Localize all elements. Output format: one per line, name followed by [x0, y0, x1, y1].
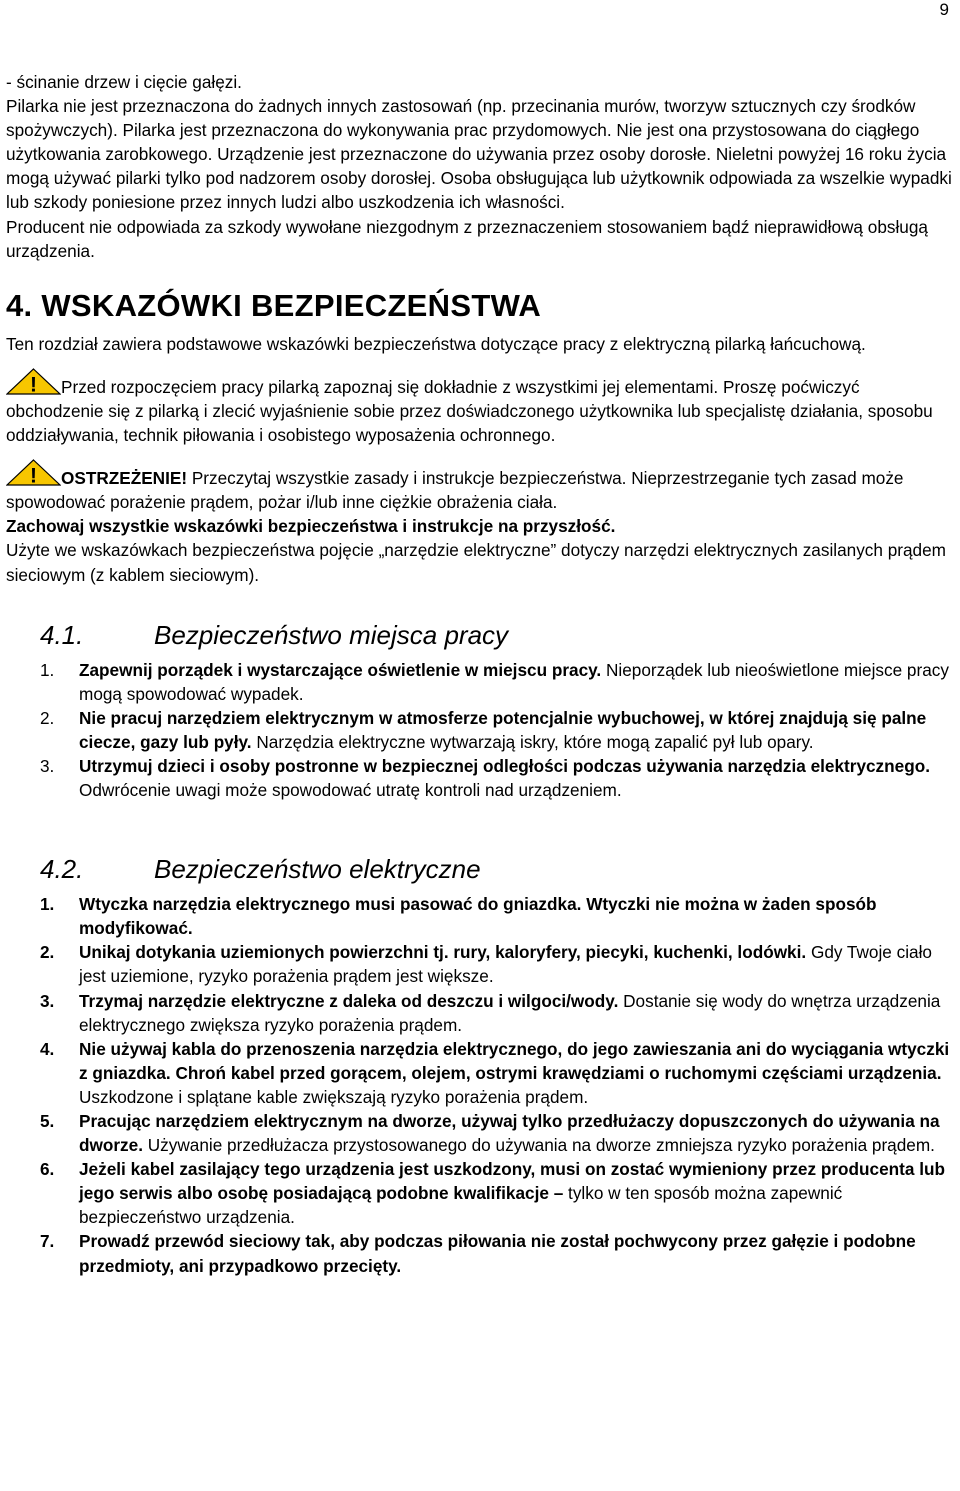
- intro-disclaimer: Producent nie odpowiada za szkody wywołane niezgodnym z przeznaczeniem stosowaniem bądź nieprawidłową obsługą urządzenia.: [6, 216, 928, 261]
- section-heading-4-1: [40, 620, 952, 650]
- list-item-number: 2.: [40, 707, 55, 728]
- list-item-number: 7.: [40, 1231, 55, 1252]
- list-item-bold: Nie pracuj narzędziem elektrycznym w atmosferze potencjalnie wybuchowej, w której znajdują się palne ciecze, gazy lub pyły.: [79, 707, 927, 752]
- warning-triangle-icon: [6, 459, 61, 486]
- list-item-number: 6.: [40, 1159, 55, 1180]
- list-item-bold: Pracując narzędziem elektrycznym na dworze, używaj tylko przedłużaczy dopuszczonych do używania na dworze.: [79, 1111, 940, 1156]
- document-body: [6, 70, 952, 1278]
- list-item-number: 1.: [40, 894, 55, 915]
- section-heading-4-2: [40, 854, 952, 884]
- keep-instructions-bold: Zachowaj wszystkie wskazówki bezpieczeństwa i instrukcje na przyszłość.: [6, 516, 616, 537]
- list-item-number: 4.: [40, 1038, 55, 1059]
- section-4-1-list: [6, 658, 952, 803]
- list-item: [6, 1229, 952, 1277]
- list-item-bold: Utrzymuj dzieci i osoby postronne w bezpiecznej odległości podczas używania narzędzia elektrycznego.: [79, 755, 930, 776]
- list-item-number: 3.: [40, 755, 55, 776]
- warning-paragraph-1: [6, 368, 952, 447]
- list-item-text: Nieporządek lub nieoświetlone miejsce pracy mogą spowodować wypadek.: [79, 659, 949, 704]
- svg-text:!: !: [30, 373, 37, 395]
- warning-paragraph-2: [6, 459, 952, 514]
- list-item-bold: Wtyczka narzędzia elektrycznego musi pasować do gniazdka. Wtyczki nie można w żaden sposób modyfikować.: [79, 894, 877, 939]
- list-item-text: Gdy Twoje ciało jest uziemione, ryzyko porażenia prądem jest większe.: [79, 942, 932, 987]
- list-item: [6, 754, 952, 802]
- intro-line: - ścinanie drzew i cięcie gałęzi.: [6, 72, 242, 92]
- list-item-text: Narzędzia elektryczne wytwarzają iskry, które mogą zapalić pył lub opary.: [251, 731, 814, 752]
- intro-paragraph: Pilarka nie jest przeznaczona do żadnych innych zastosowań (np. przecinania murów, tworzyw sztucznych czy środków spożywczych). Pilarka jest przeznaczona do wykonywania prac przydomowych. Nie jest ona przystosowana do ciągłego użytkowania zarobkowego. Urządzenie jest przeznaczone do używania przez osoby dorosłe. Nieletni powyżej 16 roku życia mogą używać pilarki tylko pod nadzorem osoby dorosłej. Osoba obsługująca lub użytkownik odpowiada za wszelkie wypadki lub szkody poniesione przez innych ludzi albo uszkodzenia ich własności.: [6, 96, 952, 213]
- list-item-number: 3.: [40, 990, 55, 1011]
- list-item-text: Uszkodzone i splątane kable zwiększają ryzyko porażenia prądem.: [79, 1086, 589, 1107]
- list-item: [6, 892, 952, 940]
- chapter-intro: Ten rozdział zawiera podstawowe wskazówki bezpieczeństwa dotyczące pracy z elektryczną pilarką łańcuchową.: [6, 333, 866, 354]
- section-4-2-list: [6, 892, 952, 1278]
- list-item-text: Dostanie się wody do wnętrza urządzenia elektrycznego zwiększa ryzyko porażenia prądem.: [79, 990, 941, 1035]
- list-item: [6, 989, 952, 1037]
- list-item: [6, 706, 952, 754]
- page-number: 9: [939, 0, 949, 19]
- list-item: [6, 1037, 952, 1109]
- list-item-number: 5.: [40, 1111, 55, 1131]
- warning-triangle-icon: [6, 368, 61, 395]
- list-item-bold: Unikaj dotykania uziemionych powierzchni tj. rury, kaloryfery, piecyki, kuchenki, lodówki.: [79, 942, 807, 963]
- list-item-bold: Zapewnij porządek i wystarczające oświetlenie w miejscu pracy.: [79, 659, 602, 680]
- section-number: 4.2.: [40, 854, 84, 885]
- warning-label: OSTRZEŻENIE!: [61, 468, 188, 489]
- svg-text:!: !: [30, 464, 37, 487]
- warning-1-text: Przed rozpoczęciem pracy pilarką zapoznaj się dokładnie z wszystkimi jej elementami. Proszę poćwiczyć obchodzenie się z pilarką i zlecić wyjaśnienie sobie przez doświadczonego użytkownika lub specjalistę działania, sposobu oddziaływania, technik piłowania i osobistego wyposażenia ochronnego.: [6, 376, 933, 446]
- section-title: Bezpieczeństwo elektryczne: [154, 854, 481, 885]
- list-item: [6, 1109, 952, 1157]
- list-item-bold: Prowadź przewód sieciowy tak, aby podczas piłowania nie został pochwycony przez gałęzie i podobne przedmioty, ani przypadkowo przecięty.: [79, 1231, 916, 1276]
- list-item-number: 2.: [40, 942, 55, 963]
- list-item-bold: Nie używaj kabla do przenoszenia narzędzia elektrycznego, do jego zawieszania ani do wyciągania wtyczki z gniazdka. Chroń kabel przed gorącem, olejem, ostrymi krawędziami o ruchomymi częściami urządzenia.: [79, 1038, 950, 1083]
- section-number: 4.1.: [40, 619, 84, 650]
- list-item-bold: Jeżeli kabel zasilający tego urządzenia jest uszkodzony, musi on zostać wymieniony przez producenta lub jego serwis albo osobę posiadającą podobne kwalifikacje –: [79, 1159, 945, 1204]
- warning-2-text: Przeczytaj wszystkie zasady i instrukcje bezpieczeństwa. Nieprzestrzeganie tych zasad może spowodować porażenie prądem, pożar i/lub inne ciężkie obrażenia ciała.: [6, 468, 904, 513]
- list-item-number: 1.: [40, 659, 55, 680]
- list-item-bold: Trzymaj narzędzie elektryczne z daleka od deszczu i wilgoci/wody.: [79, 990, 619, 1011]
- list-item: [6, 1157, 952, 1229]
- definition-paragraph: Użyte we wskazówkach bezpieczeństwa pojęcie „narzędzie elektryczne” dotyczy narzędzi elektrycznych zasilanych prądem sieciowym (z kablem sieciowym).: [6, 540, 946, 585]
- keep-instructions: [6, 514, 952, 538]
- list-item-text: Odwrócenie uwagi może spowodować utratę kontroli nad urządzeniem.: [79, 780, 622, 801]
- list-item-text: tylko w ten sposób można zapewnić bezpieczeństwo urządzenia.: [79, 1183, 843, 1228]
- chapter-title: 4. WSKAZÓWKI BEZPIECZEŃSTWA: [6, 287, 542, 323]
- list-item: [6, 658, 952, 706]
- list-item: [6, 940, 952, 988]
- section-title: Bezpieczeństwo miejsca pracy: [154, 619, 509, 650]
- list-item-text: Używanie przedłużacza przystosowanego do używania na dworze zmniejsza ryzyko porażenia prądem.: [142, 1135, 935, 1156]
